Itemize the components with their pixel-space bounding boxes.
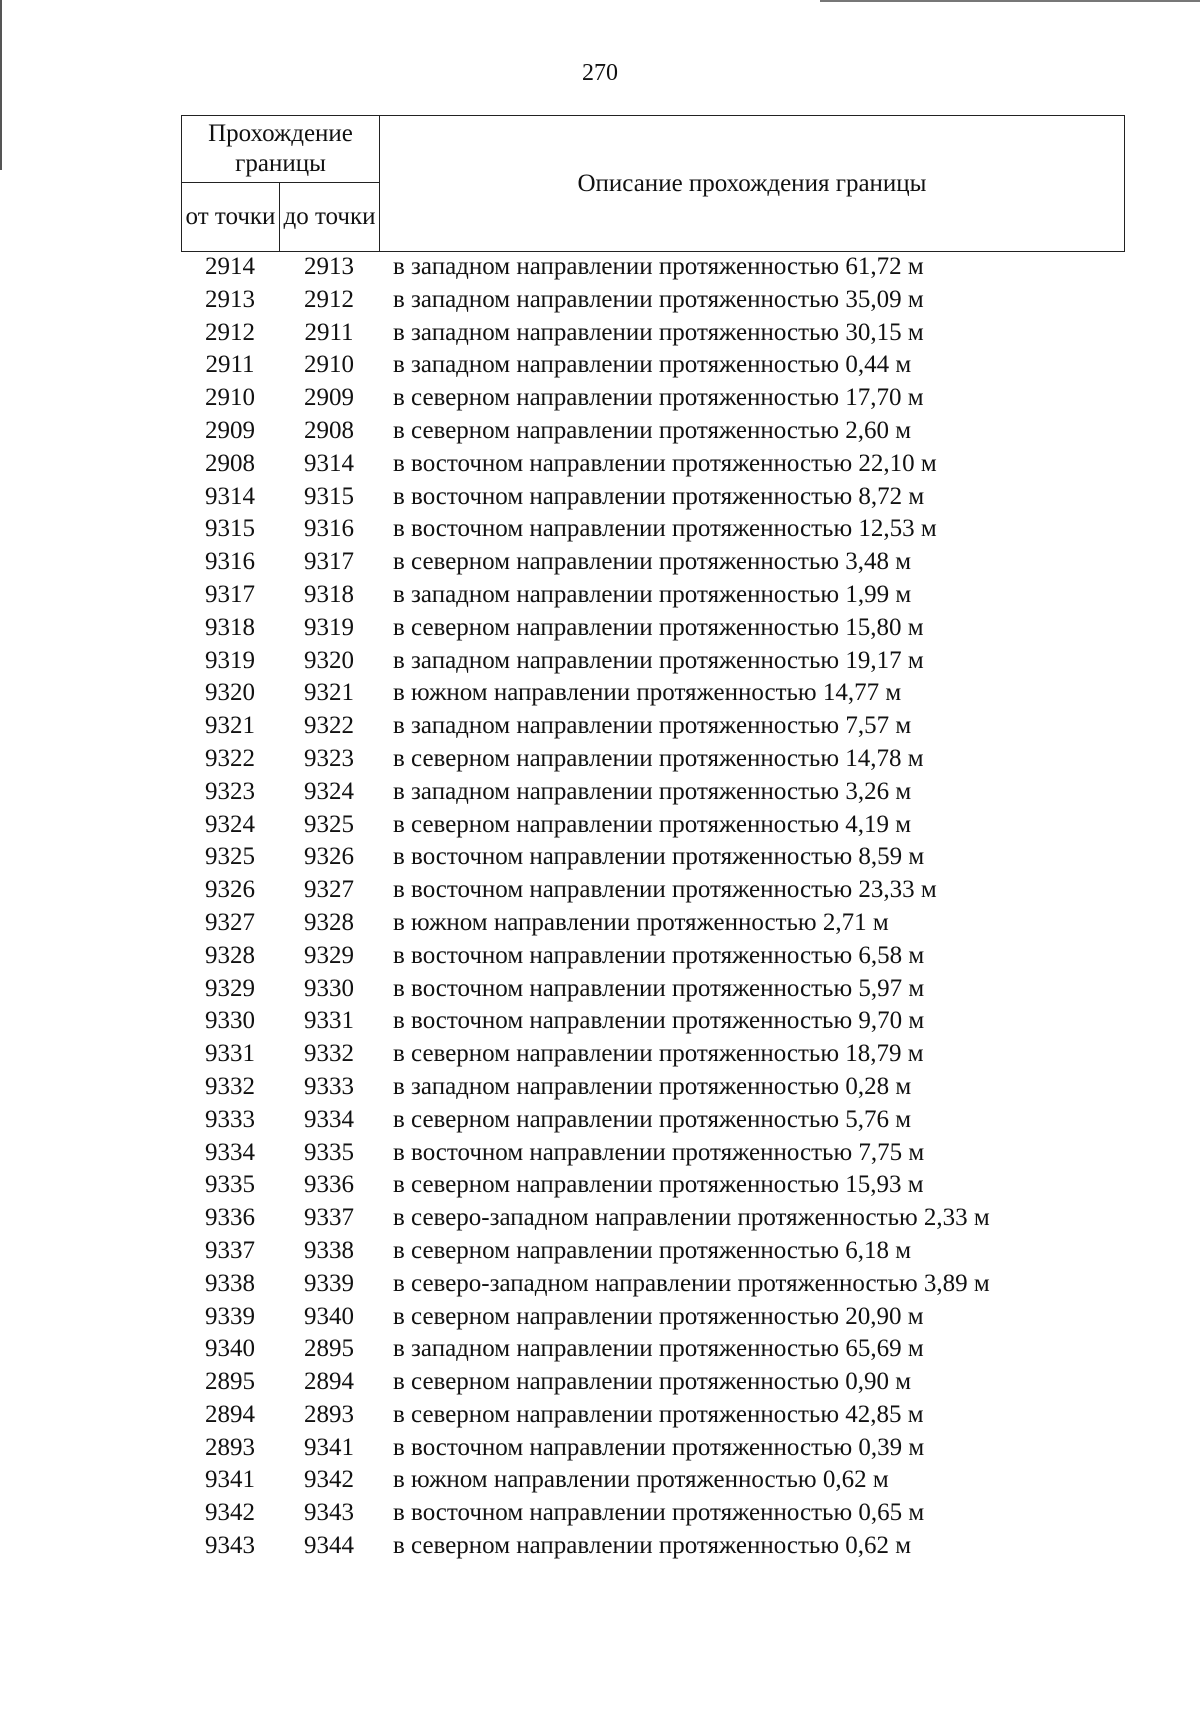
row-from-point: 9340: [205, 1335, 255, 1363]
page-number: 270: [582, 60, 618, 86]
row-to-point: 9340: [304, 1302, 354, 1330]
table-row: [181, 1497, 1081, 1530]
row-to-point: 9320: [304, 646, 354, 674]
row-to-point: 9319: [304, 613, 354, 641]
row-to-point: 9335: [304, 1138, 354, 1166]
row-from-point: 9324: [205, 810, 255, 838]
row-to-point: 9330: [304, 974, 354, 1002]
row-description: в восточном направлении протяженностью 12,53 м: [393, 515, 937, 543]
table-row: [181, 1005, 1081, 1038]
row-description: в западном направлении протяженностью 65,69 м: [393, 1335, 924, 1363]
table-row: [181, 645, 1081, 678]
table-row: [181, 284, 1081, 317]
row-description: в восточном направлении протяженностью 6,58 м: [393, 941, 925, 969]
row-to-point: 2893: [304, 1400, 354, 1428]
table-row: [181, 907, 1081, 940]
table-row: [181, 349, 1081, 382]
table-row: [181, 1071, 1081, 1104]
row-description: в западном направлении протяженностью 0,44 м: [393, 351, 912, 379]
row-from-point: 9329: [205, 974, 255, 1002]
row-from-point: 9339: [205, 1302, 255, 1330]
table-row: [181, 1202, 1081, 1235]
row-description: в северном направлении протяженностью 5,76 м: [393, 1105, 912, 1133]
row-from-point: 2910: [205, 384, 255, 412]
row-description: в западном направлении протяженностью 35,09 м: [393, 285, 924, 313]
row-from-point: 9323: [205, 777, 255, 805]
table-row: [181, 579, 1081, 612]
row-description: в восточном направлении протяженностью 9,70 м: [393, 1007, 925, 1035]
row-description: в южном направлении протяженностью 0,62 м: [393, 1466, 889, 1494]
row-to-point: 9331: [304, 1007, 354, 1035]
row-to-point: 2911: [304, 318, 354, 346]
row-from-point: 9317: [205, 580, 255, 608]
row-from-point: 9338: [205, 1269, 255, 1297]
row-to-point: 9317: [304, 548, 354, 576]
table-row: [181, 809, 1081, 842]
row-description: в северном направлении протяженностью 18,79 м: [393, 1040, 924, 1068]
row-from-point: 9331: [205, 1040, 255, 1068]
row-to-point: 2895: [304, 1335, 354, 1363]
row-to-point: 9323: [304, 744, 354, 772]
table-header: [181, 115, 1125, 252]
row-description: в северном направлении протяженностью 3,48 м: [393, 548, 912, 576]
header-to-point: до точки: [280, 183, 380, 252]
table-row: [181, 710, 1081, 743]
row-description: в северном направлении протяженностью 15,93 м: [393, 1171, 924, 1199]
row-description: в северном направлении протяженностью 4,19 м: [393, 810, 912, 838]
table-row: [181, 1530, 1081, 1563]
row-from-point: 9333: [205, 1105, 255, 1133]
table-row: [181, 874, 1081, 907]
row-from-point: 9334: [205, 1138, 255, 1166]
row-description: в восточном направлении протяженностью 8,59 м: [393, 843, 925, 871]
row-description: в северном направлении протяженностью 0,62 м: [393, 1532, 912, 1560]
row-description: в северном направлении протяженностью 2,60 м: [393, 416, 912, 444]
table-row: [181, 513, 1081, 546]
row-description: в северном направлении протяженностью 42,85 м: [393, 1400, 924, 1428]
row-description: в северном направлении протяженностью 20,90 м: [393, 1302, 924, 1330]
row-to-point: 9343: [304, 1499, 354, 1527]
row-from-point: 2895: [205, 1368, 255, 1396]
row-to-point: 9337: [304, 1204, 354, 1232]
row-to-point: 9333: [304, 1072, 354, 1100]
row-from-point: 2914: [205, 253, 255, 280]
table-row: [181, 1235, 1081, 1268]
table-row: [181, 317, 1081, 350]
row-from-point: 9325: [205, 843, 255, 871]
row-to-point: 2912: [304, 285, 354, 313]
row-description: в северном направлении протяженностью 0,90 м: [393, 1368, 912, 1396]
row-description: в восточном направлении протяженностью 0,65 м: [393, 1499, 925, 1527]
row-to-point: 9327: [304, 876, 354, 904]
row-from-point: 9319: [205, 646, 255, 674]
table-row: [181, 448, 1081, 481]
table-row: [181, 743, 1081, 776]
row-from-point: 2913: [205, 285, 255, 313]
table-row: [181, 841, 1081, 874]
row-from-point: 2912: [205, 318, 255, 346]
row-description: в восточном направлении протяженностью 8,72 м: [393, 482, 925, 510]
row-to-point: 9326: [304, 843, 354, 871]
row-to-point: 9325: [304, 810, 354, 838]
row-from-point: 9318: [205, 613, 255, 641]
row-from-point: 9315: [205, 515, 255, 543]
row-to-point: 9314: [304, 449, 354, 477]
table-row: [181, 1464, 1081, 1497]
table-row: [181, 973, 1081, 1006]
row-description: в восточном направлении протяженностью 5,97 м: [393, 974, 925, 1002]
row-to-point: 2894: [304, 1368, 354, 1396]
table-row: [181, 415, 1081, 448]
row-description: в восточном направлении протяженностью 22,10 м: [393, 449, 937, 477]
row-description: в северо-западном направлении протяженностью 2,33 м: [393, 1204, 990, 1232]
row-to-point: 9341: [304, 1433, 354, 1461]
row-description: в северном направлении протяженностью 14,78 м: [393, 744, 924, 772]
row-to-point: 2910: [304, 351, 354, 379]
table-row: [181, 940, 1081, 973]
row-description: в западном направлении протяженностью 1,99 м: [393, 580, 912, 608]
row-to-point: 9328: [304, 908, 354, 936]
row-from-point: 9320: [205, 679, 255, 707]
table-row: [181, 1366, 1081, 1399]
row-from-point: 9326: [205, 876, 255, 904]
row-to-point: 9344: [304, 1532, 354, 1560]
row-description: в западном направлении протяженностью 7,57 м: [393, 712, 912, 740]
table-row: [181, 1399, 1081, 1432]
row-to-point: 9332: [304, 1040, 354, 1068]
table-row: [181, 612, 1081, 645]
row-description: в восточном направлении протяженностью 23,33 м: [393, 876, 937, 904]
table-row: [181, 1038, 1081, 1071]
row-to-point: 9336: [304, 1171, 354, 1199]
row-to-point: 9342: [304, 1466, 354, 1494]
header-passage: Прохождение границы: [182, 116, 380, 183]
table-row: [181, 776, 1081, 809]
row-from-point: 9332: [205, 1072, 255, 1100]
table-row: [181, 382, 1081, 415]
table-row: [181, 1169, 1081, 1202]
row-to-point: 9324: [304, 777, 354, 805]
row-from-point: 9336: [205, 1204, 255, 1232]
row-description: в северном направлении протяженностью 15,80 м: [393, 613, 924, 641]
row-to-point: 9321: [304, 679, 354, 707]
row-from-point: 9335: [205, 1171, 255, 1199]
row-from-point: 9321: [205, 712, 255, 740]
row-to-point: 2913: [304, 253, 354, 280]
scan-edge-top: [820, 0, 1200, 2]
header-from-point: от точки: [182, 183, 280, 252]
row-description: в западном направлении протяженностью 30,15 м: [393, 318, 924, 346]
table-row: [181, 1301, 1081, 1334]
row-from-point: 2908: [205, 449, 255, 477]
row-to-point: 2908: [304, 416, 354, 444]
row-description: в западном направлении протяженностью 3,26 м: [393, 777, 912, 805]
header-description: Описание прохождения границы: [380, 116, 1125, 252]
table-row: [181, 677, 1081, 710]
row-to-point: 9316: [304, 515, 354, 543]
row-from-point: 9342: [205, 1499, 255, 1527]
row-from-point: 2893: [205, 1433, 255, 1461]
table-row: [181, 481, 1081, 514]
row-from-point: 9322: [205, 744, 255, 772]
table-row: [181, 1104, 1081, 1137]
row-to-point: 9318: [304, 580, 354, 608]
row-description: в западном направлении протяженностью 0,28 м: [393, 1072, 912, 1100]
row-from-point: 2909: [205, 416, 255, 444]
table-row: [181, 546, 1081, 579]
row-description: в южном направлении протяженностью 14,77 м: [393, 679, 902, 707]
row-description: в южном направлении протяженностью 2,71 м: [393, 908, 889, 936]
row-description: в северо-западном направлении протяженностью 3,89 м: [393, 1269, 990, 1297]
row-description: в восточном направлении протяженностью 7,75 м: [393, 1138, 925, 1166]
row-from-point: 2894: [205, 1400, 255, 1428]
row-description: в северном направлении протяженностью 6,18 м: [393, 1236, 912, 1264]
boundary-rows: [181, 251, 1081, 1563]
table-row: [181, 1268, 1081, 1301]
row-from-point: 9343: [205, 1532, 255, 1560]
row-from-point: 9327: [205, 908, 255, 936]
table-row: [181, 1137, 1081, 1170]
row-description: в восточном направлении протяженностью 0,39 м: [393, 1433, 925, 1461]
row-from-point: 9337: [205, 1236, 255, 1264]
row-to-point: 9338: [304, 1236, 354, 1264]
row-to-point: 9315: [304, 482, 354, 510]
row-from-point: 9330: [205, 1007, 255, 1035]
table-row: [181, 1333, 1081, 1366]
row-to-point: 2909: [304, 384, 354, 412]
row-to-point: 9329: [304, 941, 354, 969]
row-from-point: 9314: [205, 482, 255, 510]
table-row: [181, 1432, 1081, 1465]
row-description: в западном направлении протяженностью 61,72 м: [393, 253, 924, 280]
row-from-point: 9341: [205, 1466, 255, 1494]
row-to-point: 9334: [304, 1105, 354, 1133]
row-description: в северном направлении протяженностью 17,70 м: [393, 384, 924, 412]
row-to-point: 9339: [304, 1269, 354, 1297]
row-from-point: 2911: [205, 351, 255, 379]
row-description: в западном направлении протяженностью 19,17 м: [393, 646, 924, 674]
row-from-point: 9316: [205, 548, 255, 576]
table-row: [181, 251, 1081, 284]
row-to-point: 9322: [304, 712, 354, 740]
row-from-point: 9328: [205, 941, 255, 969]
